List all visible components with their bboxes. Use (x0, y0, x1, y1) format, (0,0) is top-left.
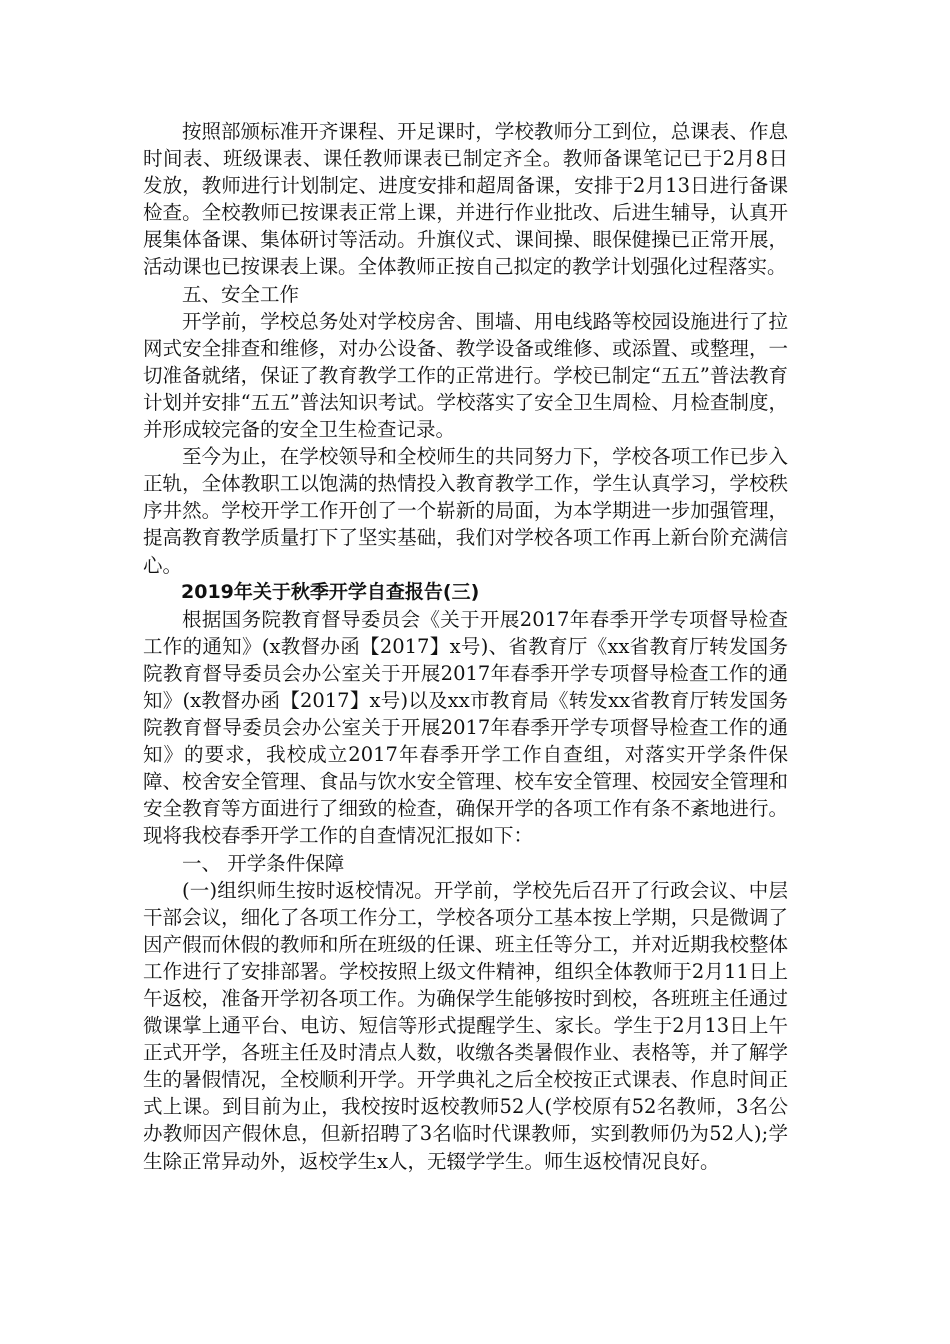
document-body (143, 118, 788, 1175)
paragraph-report-intro: 根据国务院教育督导委员会《关于开展2017年春季开学专项督导检查工作的通知》(x教督办函【2017】x号)、省教育厅《xx省教育厅转发国务院教育督导委员会办公室关于开展2017年春季开学专项督导检查工作的通知》(x教督办函【2017】x号)以及xx市教育局《转发xx省教育厅转发国务院教育督导委员会办公室关于开展2017年春季开学专项督导检查工作的通知》的要求，我校成立2017年春季开学工作自查组，对落实开学条件保障、校舍安全管理、食品与饮水安全管理、校车安全管理、校园安全管理和安全教育等方面进行了细致的检查，确保开学的各项工作有条不紊地进行。现将我校春季开学工作的自查情况汇报如下： (143, 607, 788, 848)
paragraph-safety-inspection: 开学前，学校总务处对学校房舍、围墙、用电线路等校园设施进行了拉网式安全排查和维修，对办公设备、教学设备或维修、或添置、或整理，一切准备就绪，保证了教育教学工作的正常进行。学校已制定“五五”普法教育计划并安排“五五”普法知识考试。学校落实了安全卫生周检、月检查制度，并形成较完备的安全卫生检查记录。 (143, 309, 788, 442)
paragraph-return-to-school: (一)组织师生按时返校情况。开学前，学校先后召开了行政会议、中层干部会议，细化了各项工作分工，学校各项分工基本按上学期，只是微调了因产假而休假的教师和所在班级的任课、班主任等分工，并对近期我校整体工作进行了安排部署。学校按照上级文件精神，组织全体教师于2月11日上午返校，准备开学初各项工作。为确保学生能够按时到校，各班班主任通过微课掌上通平台、电访、短信等形式提醒学生、家长。学生于2月13日上午正式开学，各班主任及时清点人数，收缴各类暑假作业、表格等，并了解学生的暑假情况，全校顺利开学。开学典礼之后全校按正式课表、作息时间正式上课。到目前为止，我校按时返校教师52人(学校原有52名教师，3名公办教师因产假休息，但新招聘了3名临时代课教师，实到教师仍为52人);学生除正常异动外，返校学生x人，无辍学学生。师生返校情况良好。 (143, 878, 788, 1173)
paragraph-conclusion: 至今为止，在学校领导和全校师生的共同努力下，学校各项工作已步入正轨，全体教职工以饱满的热情投入教育教学工作，学生认真学习，学校秩序井然。学校开学工作开创了一个崭新的局面，为本学期进一步加强管理，提高教育教学质量打下了坚实基础，我们对学校各项工作再上新台阶充满信心。 (143, 445, 788, 577)
section-heading-school-conditions: 一、 开学条件保障 (182, 851, 345, 875)
paragraph-teaching-arrangement: 按照部颁标准开齐课程、开足课时，学校教师分工到位，总课表、作息时间表、班级课表、课任教师课表已制定齐全。教师备课笔记已于2月8日发放，教师进行计划制定、进度安排和超周备课，安排于2月13日进行备课检查。全校教师已按课表正常上课，并进行作业批改、后进生辅导，认真开展集体备课、集体研讨等活动。升旗仪式、课间操、眼保健操已正常开展，活动课也已按课表上课。全体教师正按自己拟定的教学计划强化过程落实。 (143, 120, 788, 279)
report-title: 2019年关于秋季开学自查报告(三) (181, 580, 480, 603)
section-heading-safety-work: 五、安全工作 (182, 282, 300, 306)
